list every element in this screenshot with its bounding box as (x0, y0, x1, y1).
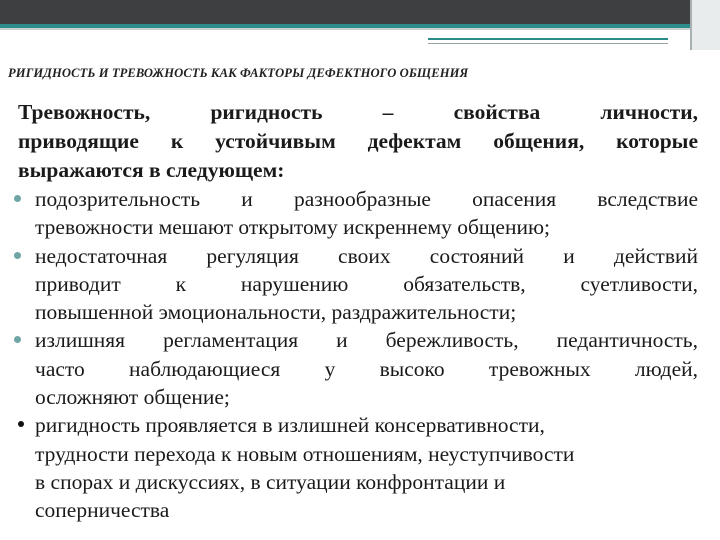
header-band (0, 0, 720, 24)
header-divider (0, 28, 720, 30)
list-item-line: в спорах и дискуссиях, в ситуации конфронтации и (35, 469, 506, 494)
bullet-list (0, 185, 720, 525)
intro-line: приводящие к устойчивым дефектам общения, которые (18, 129, 698, 153)
intro-paragraph (18, 98, 698, 185)
list-item-line: ригидность проявляется в излишней консервативности, (35, 413, 545, 438)
bullet-dot-icon (18, 421, 24, 427)
list-item-line: повышенной эмоциональности, раздражительности; (35, 300, 517, 325)
list-item-line: тревожности мешают открытому искреннему общению; (35, 215, 551, 240)
list-item (0, 326, 698, 411)
corner-decoration (690, 0, 720, 50)
list-item-line: соперничества (35, 498, 170, 523)
bullet-dot-icon (14, 252, 21, 259)
slide-title: РИГИДНОСТЬ И ТРЕВОЖНОСТЬ КАК ФАКТОРЫ ДЕФЕКТНОГО ОБЩЕНИЯ (8, 66, 469, 80)
title-rule-accent (428, 38, 668, 40)
bullet-dot-icon (14, 336, 21, 343)
intro-line: выражаются в следующем: (18, 158, 285, 182)
bullet-dot-icon (14, 195, 21, 202)
list-item-line: подозрительность и разнообразные опасения вследствие (35, 187, 698, 211)
list-item-line: излишняя регламентация и бережливость, педантичность, (35, 328, 698, 353)
list-item-line: недостаточная регуляция своих состояний и действий (35, 243, 698, 268)
list-item-line: осложняют общение; (35, 385, 230, 410)
list-item (0, 411, 698, 524)
list-item-line: трудности перехода к новым отношениям, неуступчивости (35, 441, 575, 466)
title-rule-thin (428, 43, 668, 44)
intro-line: Тревожность, ригидность – свойства личности, (18, 100, 698, 124)
list-item-line: приводит к нарушению обязательств, суетливости, (35, 271, 698, 296)
list-item-line: часто наблюдающиеся у высоко тревожных людей, (35, 356, 698, 381)
list-item (0, 185, 698, 242)
list-item (0, 242, 698, 327)
